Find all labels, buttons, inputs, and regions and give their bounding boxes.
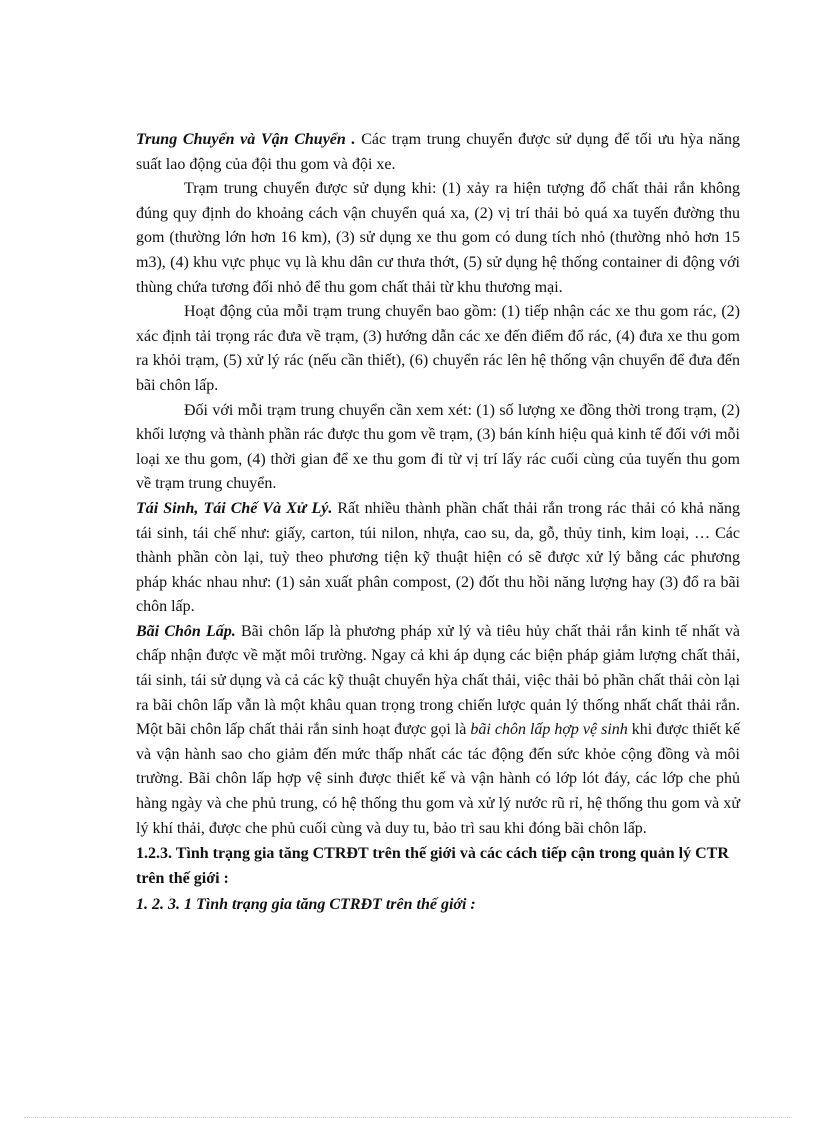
paragraph-transfer-considerations: Đối với mỗi trạm trung chuyển cần xem xét: (1) số lượng xe đồng thời trong trạm, (2) khối lượng và thành phần rác được thu gom về trạm, (3) bán kính hiệu quả kinh tế đối với mỗi loại xe thu gom, (4) thời gian để xe thu gom đi từ vị trí lấy rác cuối cùng của tuyến thu gom về trạm trung chuyển. [136, 401, 740, 493]
section-heading: 1.2.3. Tình trạng gia tăng CTRĐT trên thế giới và các cách tiếp cận trong quản lý CTR trên thế giới : [136, 845, 729, 888]
paragraph-landfill [136, 620, 740, 841]
paragraph-text: Bãi chôn lấp là phương pháp xử lý và tiêu hủy chất thải rắn kinh tế nhất và chấp nhận được về mặt môi trường. Ngay cả khi áp dụng các biện pháp giảm lượng chất thải, tái sinh, tái sử dụng và cả các kỹ thuật chuyển hỳa chất thải, việc thải bỏ phần chất thải còn lại ra bãi chôn lấp vẫn là một khâu quan trọng trong chiến lược quản lý thống nhất chất thải rắn. Một bãi chôn lấp chất thải rắn sinh hoạt được gọi là [136, 622, 740, 739]
paragraph-text: khi được thiết kế và vận hành sao cho giảm đến mức thấp nhất các tác động đến sức khỏe cộng đồng và môi trường. Bãi chôn lấp hợp vệ sinh được thiết kế và vận hành có lớp lót đáy, các lớp che phủ hàng ngày và che phủ trung, có hệ thống thu gom và xử lý nước rũ rỉ, hệ thống thu gom và xử lý khí thải, được che phủ cuối cùng và duy tu, bảo trì sau khi đóng bãi chôn lấp. [136, 721, 741, 837]
paragraph-text: Rất nhiều thành phần chất thải rắn trong rác thải có khả năng tái sinh, tái chế như: giấy, carton, túi nilon, nhựa, cao su, da, gỗ, thủy tinh, kim loại, … Các thành phần còn lại, tuỳ theo phương tiện kỹ thuật hiện có sẽ được xử lý bằng các phương pháp khác nhau như: (1) sản xuất phân compost, (2) đốt thu hồi năng lượng hay (3) đổ ra bãi chôn lấp. [136, 499, 740, 616]
italic-term-sanitary-landfill: bãi chôn lấp hợp vệ sinh [470, 721, 628, 739]
paragraph-transfer-operations: Hoạt động của mỗi trạm trung chuyển bao gồm: (1) tiếp nhận các xe thu gom rác, (2) xác định tải trọng rác đưa về trạm, (3) hướng dẫn các xe đến điểm đổ rác, (4) đưa xe thu gom ra khỏi trạm, (5) xử lý rác (nếu cần thiết), (6) chuyển rác lên hệ thống vận chuyển để đưa đến bãi chôn lấp. [136, 303, 740, 394]
subsection-heading: 1. 2. 3. 1 Tình trạng gia tăng CTRĐT trên thế giới : [136, 896, 476, 914]
paragraph-text: Các trạm trung chuyển được sử dụng để tối ưu hỳa năng suất lao động của đội thu gom và đội xe. [136, 131, 741, 173]
paragraph-transfer-usage: Trạm trung chuyển được sử dụng khi: (1) xảy ra hiện tượng đổ chất thải rắn không đúng quy định do khoảng cách vận chuyển quá xa, (2) vị trí thải bỏ quá xa tuyến đường thu gom (thường lớn hơn 16 km), (3) sử dụng xe thu gom có dung tích nhỏ (thường nhỏ hơn 15 m3), (4) khu vực phục vụ là khu dân cư thưa thớt, (5) sử dụng hệ thống container di động với thùng chứa tương đối nhỏ để thu gom chất thải từ khu thương mại. [136, 180, 740, 296]
run-in-heading-recycling: Tái Sinh, Tái Chế Và Xử Lý. [136, 499, 333, 517]
run-in-heading-transfer: Trung Chuyển và Vận Chuyển . [136, 131, 356, 148]
run-in-heading-landfill: Bãi Chôn Lấp. [136, 622, 236, 640]
document-page [136, 128, 740, 917]
paragraph-transfer-transport [136, 128, 740, 177]
paragraph-recycling [136, 497, 740, 620]
page-bottom-divider [24, 1117, 792, 1118]
